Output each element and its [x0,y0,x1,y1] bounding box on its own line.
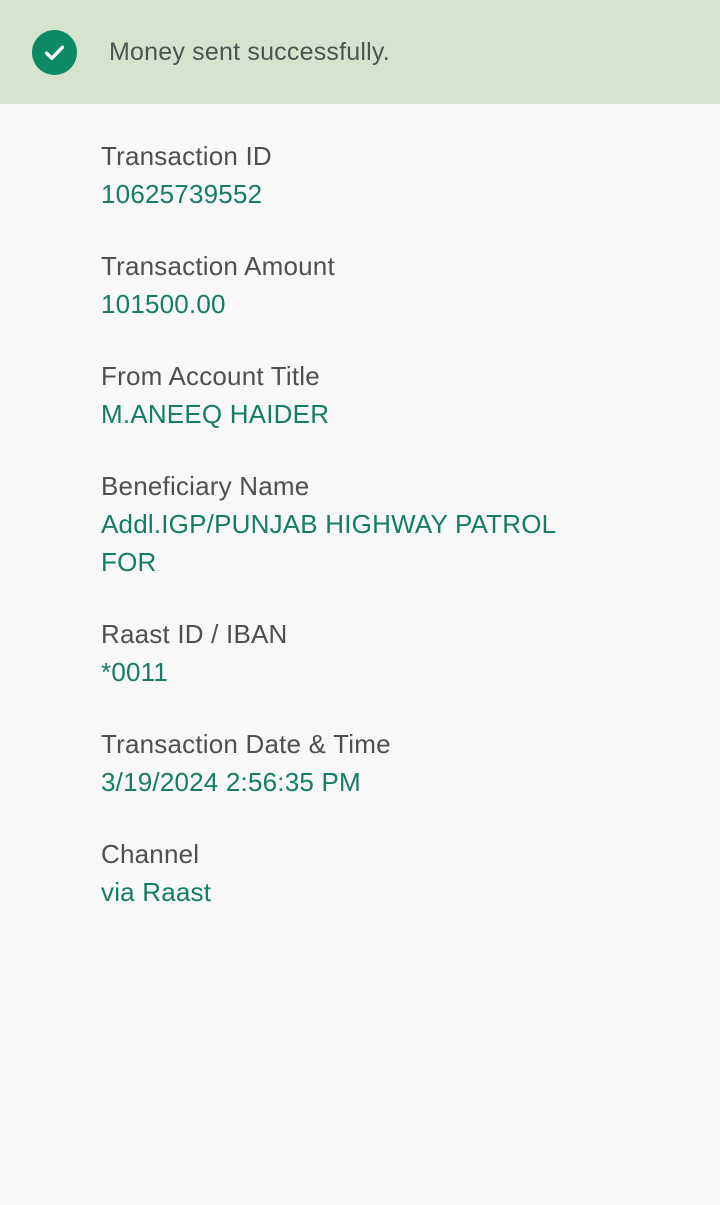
transaction-details [0,104,720,911]
field-label: Beneficiary Name [101,471,310,501]
field-transaction-amount [101,247,680,323]
field-from-account-title [101,357,680,433]
field-transaction-date-time [101,725,680,801]
field-beneficiary-name [101,467,680,581]
field-value: M.ANEEQ HAIDER [101,399,330,429]
field-label: Transaction Amount [101,251,335,281]
field-label: From Account Title [101,361,320,391]
success-banner [0,0,720,104]
field-value: *0011 [101,657,169,687]
field-value: 3/19/2024 2:56:35 PM [101,767,361,797]
field-channel [101,835,680,911]
field-value: 10625739552 [101,179,263,209]
field-transaction-id [101,137,680,213]
field-raast-id-iban [101,615,680,691]
field-label: Raast ID / IBAN [101,619,288,649]
field-value: Addl.IGP/PUNJAB HIGHWAY PATROL FOR [101,509,556,577]
field-label: Transaction Date & Time [101,729,391,759]
success-message: Money sent successfully. [109,37,390,66]
field-value: 101500.00 [101,289,226,319]
success-check-icon [32,30,77,75]
field-value: via Raast [101,877,212,907]
field-label: Channel [101,839,200,869]
field-label: Transaction ID [101,141,272,171]
